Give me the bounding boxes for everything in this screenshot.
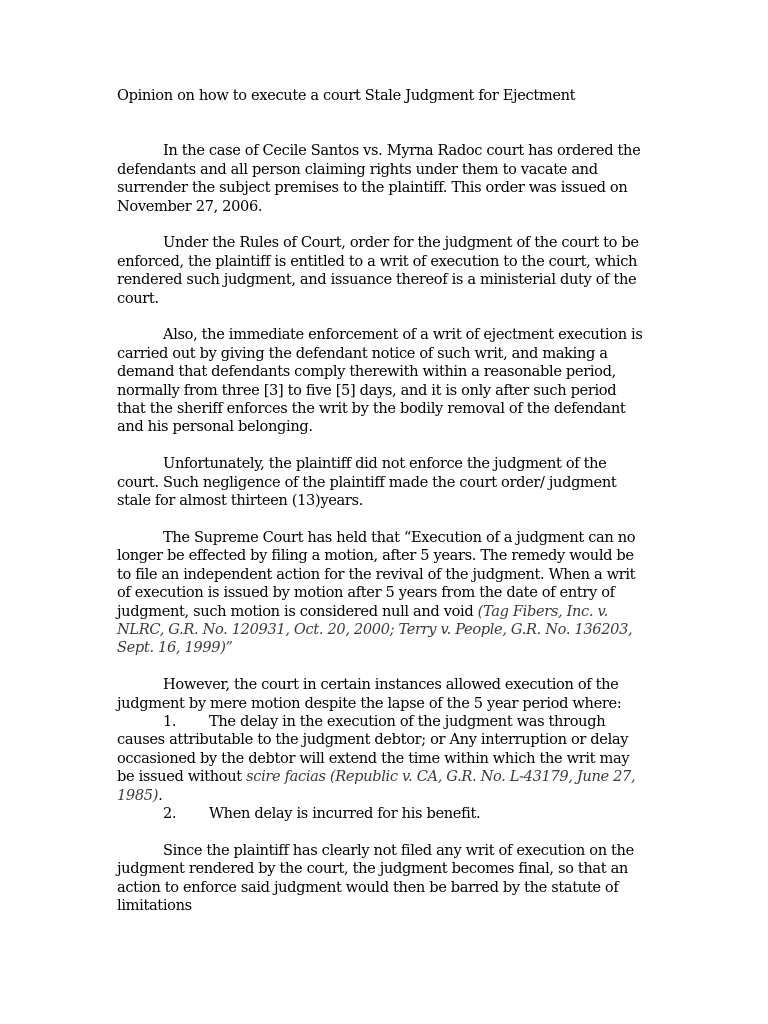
paragraph-exceptions-intro: However, the court in certain instances allowed execution of the judgment by mere motion despite the lapse of the 5 year period where:	[117, 676, 622, 712]
paragraph-supreme-court-ruling	[117, 529, 645, 658]
document-title: Opinion on how to execute a court Stale Judgment for Ejectment	[117, 87, 576, 104]
paragraph-enforcement-procedure: Also, the immediate enforcement of a writ of ejectment execution is carried out by giving the defendant notice of such writ, and making a demand that defendants comply therewith within a reasonable period, normally from three [3] to five [5] days, and it is only after such period that the sheriff enforces the writ by the bodily removal of the defendant and his personal belonging.	[117, 326, 643, 436]
ruling-text: The Supreme Court has held that “Execution of a judgment can no longer be effected by filing a motion, after 5 years. The remedy would be to file an independent action for the revival of the judgment. When a writ of execution is issued by motion after 5 years from the date of entry of judgment, such motion is considered null and void	[117, 528, 636, 620]
list-item-2-text: When delay is incurred for his benefit.	[209, 804, 481, 822]
list-item-1-citation: scire facias (Republic v. CA, G.R. No. L-43179, June 27, 1985)	[117, 768, 636, 804]
list-item-1-text: The delay in the execution of the judgment was through causes attributable to the judgment debtor; or Any interruption or delay occasioned by the debtor will extend the time within which the writ may be issued without	[117, 712, 630, 786]
paragraph-stale-judgment: Unfortunately, the plaintiff did not enforce the judgment of the court. Such negligence of the plaintiff made the court order/ judgment stale for almost thirteen (13)years.	[117, 455, 617, 510]
ruling-citation: (Tag Fibers, Inc. v. NLRC, G.R. No. 120931, Oct. 20, 2000; Terry v. People, G.R. No. 136203, Sept. 16, 1999)”	[117, 602, 633, 657]
list-item-1	[117, 713, 645, 805]
list-item-2-number: 2.	[163, 804, 177, 822]
paragraph-rules-of-court: Under the Rules of Court, order for the judgment of the court to be enforced, the plaintiff is entitled to a writ of execution to the court, which rendered such judgment, and issuance thereof is a ministerial duty of the court.	[117, 234, 639, 307]
paragraph-conclusion: Since the plaintiff has clearly not filed any writ of execution on the judgment rendered by the court, the judgment becomes final, so that an action to enforce said judgment would then be barred by the statute of limitations	[117, 841, 634, 914]
paragraph-case-background: In the case of Cecile Santos vs. Myrna Radoc court has ordered the defendants and all person claiming rights under them to vacate and surrender the subject premises to the plaintiff. This order was issued on November 27, 2006.	[117, 142, 641, 215]
list-item-1-number: 1.	[163, 712, 177, 730]
document-body	[117, 87, 645, 934]
list-item-2	[117, 805, 645, 823]
list-item-1-end: .	[158, 786, 163, 804]
